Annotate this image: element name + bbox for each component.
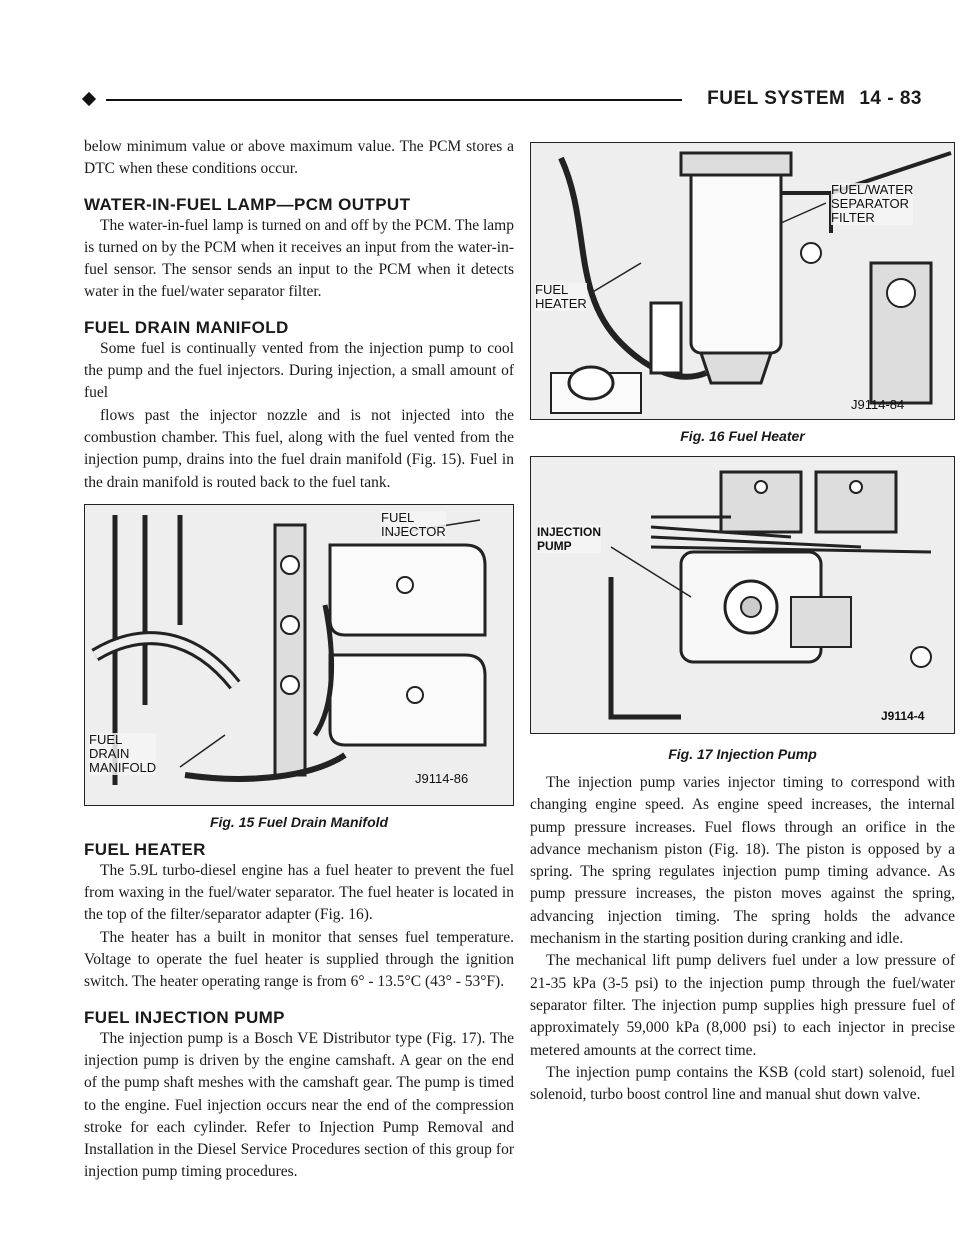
fig15-label-injector: FUEL INJECTOR	[381, 509, 446, 539]
fig15-illustration	[84, 504, 514, 806]
page-header	[84, 88, 922, 116]
section-title: FUEL SYSTEM	[707, 88, 846, 109]
fig16-label-separator: FUEL/WATER SEPARATOR FILTER	[831, 182, 914, 225]
fig15-caption: Fig. 15 Fuel Drain Manifold	[209, 813, 389, 830]
lift-pump-paragraph: The mechanical lift pump delivers fuel under a low pressure of 21-35 kPa (3-5 psi) to the injection pump through the fuel/water separator filter. The injection pump supplies high pressure fuel of approximately 59,000 kPa (8,000 psi) to each injector in precise metered amounts at the correct time.	[530, 952, 955, 1059]
pump-timing-paragraph: The injection pump varies injector timing to correspond with changing engine speed. As engine speed increases, the internal pump pressure increases. Fuel flows through an orifice in the advance mechanism piston (Fig. 18). The piston is opposed by a spring. The spring regulates injection pump timing advance. As pump pressure increases, the piston moves against the spring, advancing injection timing. The spring holds the advance mechanism in the starting position during cranking and idle.	[530, 774, 955, 948]
heater-paragraph-2: The heater has a built in monitor that senses fuel temperature. Voltage to operate the fuel heater is supplied through the ignition switch. The heater operating range is from 6° - 13.5°C (43° - 53°F).	[84, 928, 514, 991]
page-number: 14 - 83	[859, 88, 922, 109]
fig16-code: J9114-84	[851, 397, 905, 412]
intro-paragraph: below minimum value or above maximum value. The PCM stores a DTC when these conditions occur.	[84, 138, 514, 178]
fig17-caption: Fig. 17 Injection Pump	[668, 746, 817, 762]
fig16-caption: Fig. 16 Fuel Heater	[680, 428, 805, 444]
fig17-code: J9114-4	[881, 709, 925, 723]
left-column	[84, 136, 514, 1184]
drain-paragraph-2: flows past the injector nozzle and is not injected into the combustion chamber. This fuel, along with the fuel vented from the injection pump, drains into the fuel drain manifold (Fig. 15). Fuel in the drain manifold is routed back to the fuel tank.	[84, 406, 514, 491]
pump-heading: FUEL INJECTION PUMP	[84, 1007, 285, 1027]
pump-paragraph: The injection pump is a Bosch VE Distributor type (Fig. 17). The injection pump is driven by the engine camshaft. A gear on the end of the pump shaft meshes with the camshaft gear. The pump is timed to the engine. Fuel injection occurs near the end of the compression stroke for each cylinder. Refer to Injection Pump Removal and Installation in the Diesel Service Procedures section of this group for injection pump timing procedures.	[84, 1029, 514, 1181]
fig15-code: J9114-86	[415, 770, 469, 786]
heater-paragraph-1: The 5.9L turbo-diesel engine has a fuel heater to prevent the fuel from waxing in the fuel/water separator. The fuel heater is located in the top of the filter/separator adapter (Fig. 16).	[84, 861, 514, 924]
fig17-label-pump: INJECTION PUMP	[537, 525, 602, 553]
header-rule	[106, 99, 682, 101]
fig16-illustration	[530, 142, 955, 420]
wif-paragraph: The water-in-fuel lamp is turned on and off by the PCM. The lamp is turned on by the PCM when it receives an input from the water-in-fuel sensor. The sensor sends an input to the PCM when it detects water in the fuel/water separator filter.	[84, 216, 514, 301]
pump-components-paragraph: The injection pump contains the KSB (cold start) solenoid, fuel solenoid, turbo boost control line and manual shut down valve.	[530, 1063, 955, 1104]
diamond-icon	[82, 92, 96, 106]
fig16-label-heater: FUEL HEATER	[535, 282, 587, 311]
injection-pump-drawing	[531, 457, 955, 733]
drain-paragraph-1: Some fuel is continually vented from the injection pump to cool the pump and the fuel injectors. During injection, a small amount of fuel	[84, 339, 514, 402]
wif-heading: WATER-IN-FUEL LAMP—PCM OUTPUT	[84, 194, 411, 214]
heater-heading: FUEL HEATER	[84, 839, 206, 859]
header-title	[707, 88, 922, 110]
fig15-label-manifold: FUEL DRAIN MANIFOLD	[89, 731, 157, 775]
drain-heading: FUEL DRAIN MANIFOLD	[84, 317, 289, 337]
right-column	[530, 142, 955, 1106]
fig17-illustration	[530, 456, 955, 734]
